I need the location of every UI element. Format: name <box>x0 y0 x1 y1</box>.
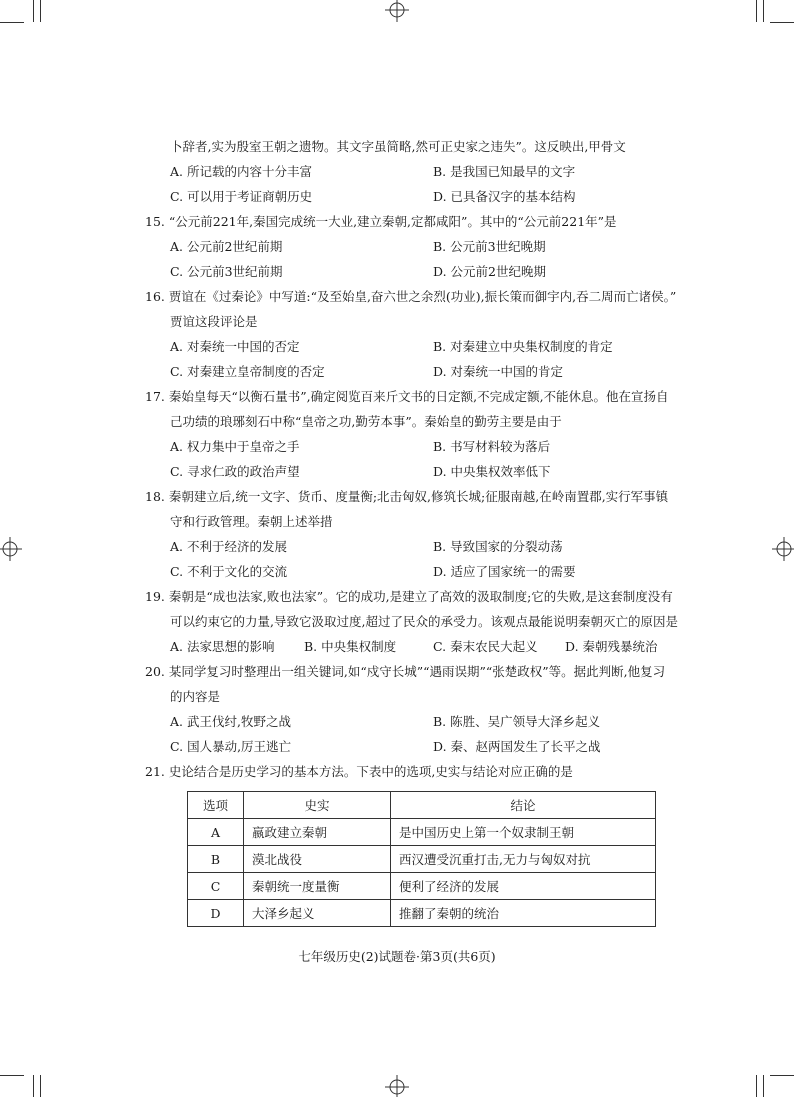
q15-option-a: A. 公元前2世纪前期 <box>170 239 283 254</box>
table-cell-option: A <box>188 819 244 846</box>
table-cell-option: D <box>188 900 244 927</box>
registration-mark-bottom <box>385 1075 409 1097</box>
q19-option-b: B. 中央集权制度 <box>304 639 397 654</box>
q16-option-c: C. 对秦建立皇帝制度的否定 <box>170 364 325 379</box>
q15-stem: 15. “公元前221年,秦国完成统一大业,建立秦朝,定都咸阳”。其中的“公元前221年”是 <box>145 214 617 229</box>
q15-option-b: B. 公元前3世纪晚期 <box>433 239 546 254</box>
q16-stem-line2: 贾谊这段评论是 <box>170 314 258 329</box>
q20-option-d: D. 秦、赵两国发生了长平之战 <box>433 739 601 754</box>
q14-option-a: A. 所记载的内容十分丰富 <box>170 164 312 179</box>
page-footer: 七年级历史(2)试题卷·第3页(共6页) <box>298 949 496 964</box>
q16-option-d: D. 对秦统一中国的肯定 <box>433 364 564 379</box>
q18-option-d: D. 适应了国家统一的需要 <box>433 564 576 579</box>
q17-option-c: C. 寻求仁政的政治声望 <box>170 464 300 479</box>
q20-option-b: B. 陈胜、吴广领导大泽乡起义 <box>433 714 601 729</box>
crop-mark-br-h <box>770 1075 794 1076</box>
table-header-conclusion: 结论 <box>391 792 656 819</box>
q16-option-a: A. 对秦统一中国的否定 <box>170 339 300 354</box>
table-cell-conclusion: 西汉遭受沉重打击,无力与匈奴对抗 <box>391 846 656 873</box>
q20-stem-line2: 的内容是 <box>170 689 221 704</box>
q21-evidence-table <box>187 791 656 927</box>
table-row <box>188 873 656 900</box>
q17-stem-line1: 17. 秦始皇每天“以衡石量书”,确定阅览百来斤文书的日定额,不完成定额,不能休息。他在宣扬自 <box>145 389 669 404</box>
crop-mark-bl-v <box>33 1075 34 1097</box>
q17-option-b: B. 书写材料较为落后 <box>433 439 551 454</box>
q18-option-c: C. 不利于文化的交流 <box>170 564 288 579</box>
q14-option-b: B. 是我国已知最早的文字 <box>433 164 576 179</box>
q17-option-d: D. 中央集权效率低下 <box>433 464 551 479</box>
q19-stem-line2: 可以约束它的力量,导致它汲取过度,超过了民众的承受力。该观点最能说明秦朝灭亡的原因是 <box>170 614 678 629</box>
table-cell-fact: 大泽乡起义 <box>244 900 391 927</box>
registration-mark-top <box>385 0 409 22</box>
table-cell-option: C <box>188 873 244 900</box>
q18-stem-line1: 18. 秦朝建立后,统一文字、货币、度量衡;北击匈奴,修筑长城;征服南越,在岭南置郡,实行军事镇 <box>145 489 669 504</box>
table-header-option: 选项 <box>188 792 244 819</box>
q21-stem: 21. 史论结合是历史学习的基本方法。下表中的选项,史实与结论对应正确的是 <box>145 764 573 779</box>
table-cell-conclusion: 推翻了秦朝的统治 <box>391 900 656 927</box>
crop-mark-tr-h <box>770 22 794 23</box>
q16-option-b: B. 对秦建立中央集权制度的肯定 <box>433 339 613 354</box>
crop-mark-tl-v <box>33 0 34 22</box>
crop-mark-tr-v <box>756 0 757 22</box>
crop-mark-br-v <box>756 1075 757 1097</box>
q19-stem-line1: 19. 秦朝是“成也法家,败也法家”。它的成功,是建立了高效的汲取制度;它的失败,是这套制度没有 <box>145 589 673 604</box>
crop-mark-tr-v2 <box>763 0 764 22</box>
q18-option-a: A. 不利于经济的发展 <box>170 539 287 554</box>
registration-mark-left <box>0 537 22 561</box>
q16-stem-line1: 16. 贾谊在《过秦论》中写道:“及至始皇,奋六世之余烈(功业),振长策而御宇内,吞二周而亡诸侯。” <box>145 289 677 304</box>
q15-option-d: D. 公元前2世纪晚期 <box>433 264 546 279</box>
table-cell-fact: 漠北战役 <box>244 846 391 873</box>
q14-option-c: C. 可以用于考证商朝历史 <box>170 189 313 204</box>
table-header-fact: 史实 <box>244 792 391 819</box>
crop-mark-bl-v2 <box>40 1075 41 1097</box>
q15-option-c: C. 公元前3世纪前期 <box>170 264 283 279</box>
table-cell-conclusion: 便利了经济的发展 <box>391 873 656 900</box>
crop-mark-br-v2 <box>763 1075 764 1097</box>
table-row <box>188 819 656 846</box>
q20-stem-line1: 20. 某同学复习时整理出一组关键词,如“戍守长城”“遇雨误期”“张楚政权”等。据此判断,他复习 <box>145 664 666 679</box>
q17-stem-line2: 己功绩的琅琊刻石中称“皇帝之功,勤劳本事”。秦始皇的勤劳主要是由于 <box>170 414 562 429</box>
q14-stem-continuation: 卜辞者,实为殷室王朝之遗物。其文字虽简略,然可正史家之违失”。这反映出,甲骨文 <box>170 139 626 154</box>
q18-stem-line2: 守和行政管理。秦朝上述举措 <box>170 514 333 529</box>
q19-option-c: C. 秦末农民大起义 <box>433 639 538 654</box>
table-cell-fact: 秦朝统一度量衡 <box>244 873 391 900</box>
table-cell-option: B <box>188 846 244 873</box>
q19-option-d: D. 秦朝残暴统治 <box>565 639 658 654</box>
crop-mark-tl-v2 <box>40 0 41 22</box>
registration-mark-right <box>772 537 794 561</box>
q20-option-c: C. 国人暴动,厉王逃亡 <box>170 739 292 754</box>
table-header-row <box>188 792 656 819</box>
q18-option-b: B. 导致国家的分裂动荡 <box>433 539 563 554</box>
q20-option-a: A. 武王伐纣,牧野之战 <box>170 714 291 729</box>
table-row <box>188 900 656 927</box>
table-row <box>188 846 656 873</box>
crop-mark-tl-h <box>0 22 24 23</box>
crop-mark-bl-h <box>0 1075 24 1076</box>
q14-option-d: D. 已具备汉字的基本结构 <box>433 189 576 204</box>
table-cell-fact: 嬴政建立秦朝 <box>244 819 391 846</box>
q17-option-a: A. 权力集中于皇帝之手 <box>170 439 300 454</box>
q19-option-a: A. 法家思想的影响 <box>170 639 275 654</box>
table-cell-conclusion: 是中国历史上第一个奴隶制王朝 <box>391 819 656 846</box>
